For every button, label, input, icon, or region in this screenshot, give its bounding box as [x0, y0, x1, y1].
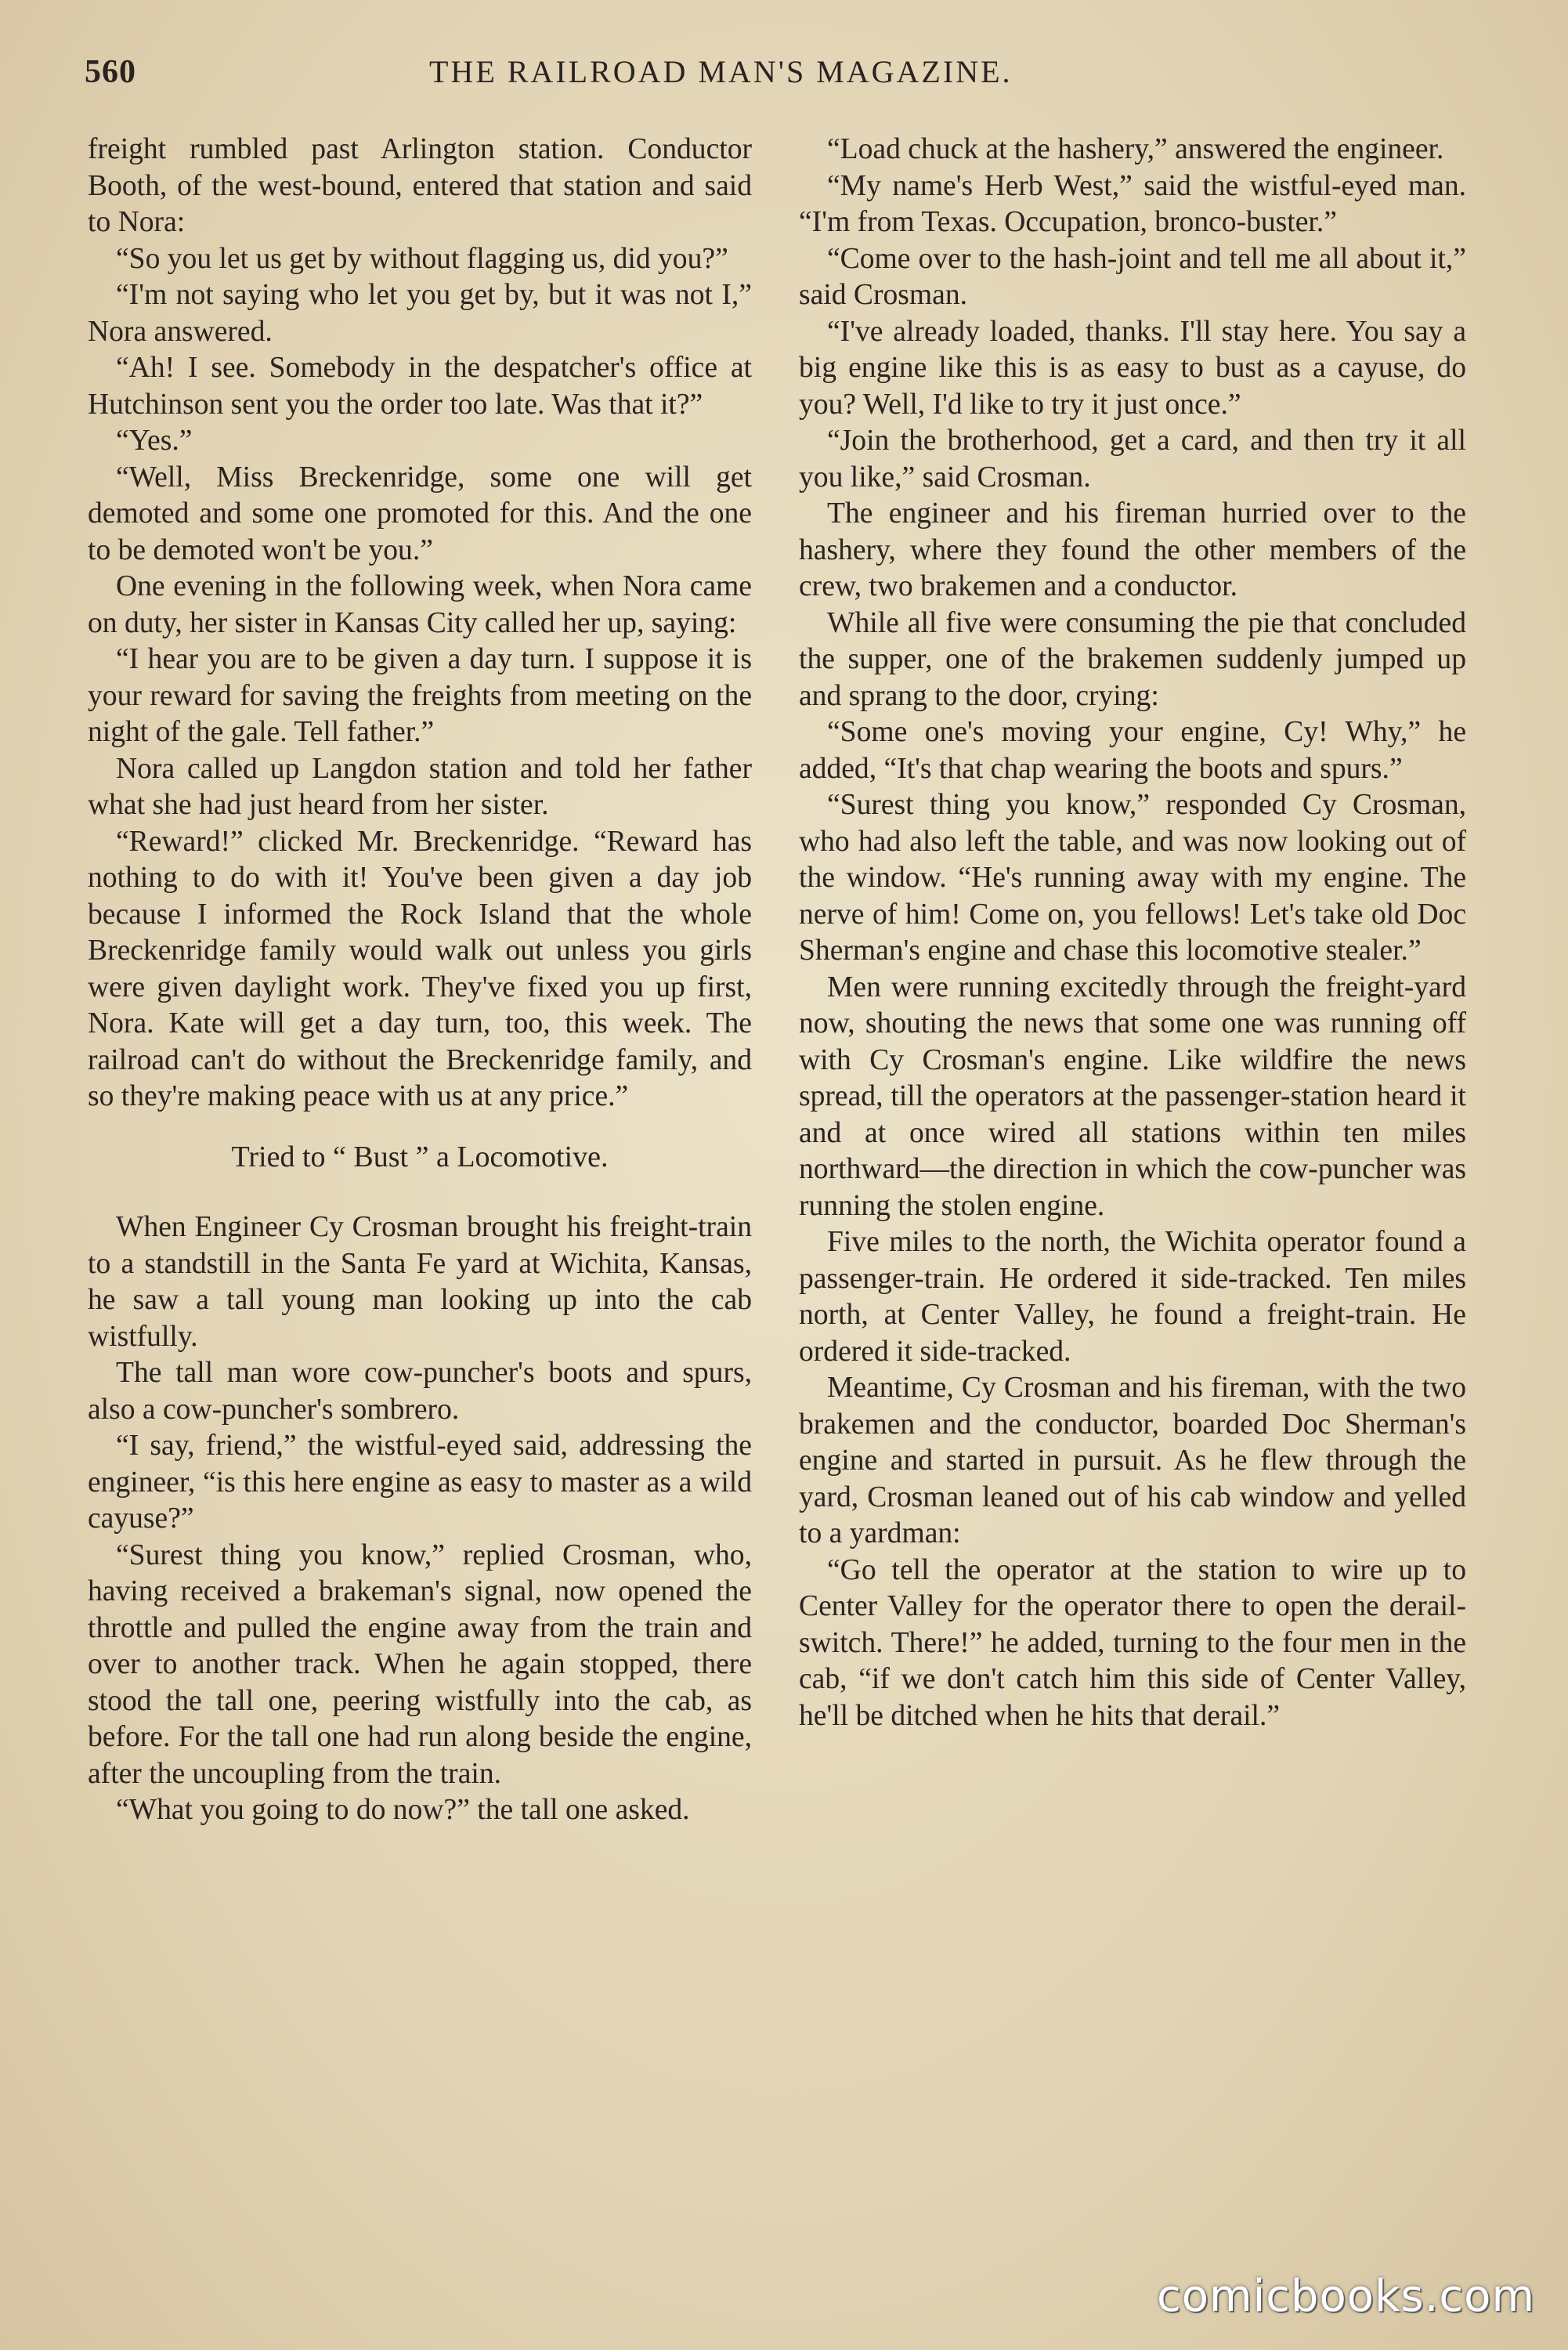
paragraph: “Well, Miss Breckenridge, some one will get demoted and some one promoted for this. And the one to be demoted won't be you.” — [88, 461, 752, 566]
right-column — [799, 132, 1466, 1734]
paragraph: “Ah! I see. Somebody in the despatcher's office at Hutchinson sent you the order too late. Was that it?” — [88, 352, 752, 421]
paragraph: “I'm not saying who let you get by, but it was not I,” Nora answered. — [88, 279, 752, 348]
paragraph: Nora called up Langdon station and told her father what she had just heard from her sister. — [88, 752, 752, 821]
paragraph: The tall man wore cow-puncher's boots and spurs, also a cow-puncher's sombrero. — [88, 1357, 752, 1426]
paragraph: Men were running excitedly through the freight-yard now, shouting the news that some one was running off with Cy Crosman's engine. Like wildfire the news spread, till the operators at the passenger-station heard it and at once wired all stations within ten miles northward—the direction in which the cow-puncher was running the stolen engine. — [799, 971, 1466, 1222]
page-number: 560 — [85, 54, 136, 90]
magazine-title: THE RAILROAD MAN'S MAGAZINE. — [429, 54, 1013, 89]
paragraph: “I say, friend,” the wistful-eyed said, addressing the engineer, “is this here engine as easy to master as a wild cayuse?” — [88, 1430, 752, 1535]
paragraph: “Some one's moving your engine, Cy! Why,” he added, “It's that chap wearing the boots and spurs.” — [799, 716, 1466, 785]
paragraph: One evening in the following week, when Nora came on duty, her sister in Kansas City called her up, saying: — [88, 570, 752, 639]
page-header — [85, 49, 1487, 103]
paragraph: freight rumbled past Arlington station. Conductor Booth, of the west-bound, entered that station and said to Nora: — [88, 133, 752, 238]
paragraph: “My name's Herb West,” said the wistful-eyed man. “I'm from Texas. Occupation, bronco-buster.” — [799, 169, 1466, 238]
paragraph: “Surest thing you know,” responded Cy Crosman, who had also left the table, and was now looking out of the window. “He's running away with my engine. The nerve of him! Come on, you fellows! Let's take old Doc Sherman's engine and chase this locomotive stealer.” — [799, 789, 1466, 967]
paragraph: “Reward!” clicked Mr. Breckenridge. “Reward has nothing to do with it! You've been given a day job because I informed the Rock Island that the whole Breckenridge family would walk out unless you girls were given daylight work. They've fixed you up first, Nora. Kate will get a day turn, too, this week. The railroad can't do without the Breckenridge family, and so they're making peace with us at any price.” — [88, 825, 752, 1112]
paragraph: While all five were consuming the pie that concluded the supper, one of the brakemen suddenly jumped up and sprang to the door, crying: — [799, 606, 1466, 712]
paragraph: “I've already loaded, thanks. I'll stay here. You say a big engine like this is as easy to bust as a cayuse, do you? Well, I'd like to try it just once.” — [799, 315, 1466, 421]
paragraph: “Go tell the operator at the station to wire up to Center Valley for the operator there to open the derail-switch. There!” he added, turning to the four men in the cab, “if we don't catch him this side of Center Valley, he'll be ditched when he hits that derail.” — [799, 1553, 1466, 1732]
paragraph: The engineer and his fireman hurried over to the hashery, where they found the other members of the crew, two brakemen and a conductor. — [799, 497, 1466, 602]
paragraph: When Engineer Cy Crosman brought his freight-train to a standstill in the Santa Fe yard at Wichita, Kansas, he saw a tall young man looking up into the cab wistfully. — [88, 1211, 752, 1353]
paragraph: Five miles to the north, the Wichita operator found a passenger-train. He ordered it side-tracked. Ten miles north, at Center Valley, he found a freight-train. He ordered it side-tracked. — [799, 1226, 1466, 1368]
paragraph: “So you let us get by without flagging us, did you?” — [116, 242, 728, 275]
paragraph: “Come over to the hash-joint and tell me all about it,” said Crosman. — [799, 242, 1466, 311]
paragraph: “Yes.” — [116, 425, 193, 457]
section-subheading: Tried to “ Bust ” a Locomotive. — [231, 1140, 609, 1173]
watermark: comicbooks.com — [1156, 2271, 1535, 2322]
paragraph: “What you going to do now?” the tall one asked. — [116, 1794, 690, 1826]
paragraph: “Surest thing you know,” replied Crosman, who, having received a brakeman's signal, now opened the throttle and pulled the engine away from the train and over to another track. When he again stopped, there stood the tall one, peering wistfully into the cab, as before. For the tall one had run along beside the engine, after the uncoupling from the train. — [88, 1538, 752, 1790]
paragraph: “I hear you are to be given a day turn. I suppose it is your reward for saving the freights from meeting on the night of the gale. Tell father.” — [88, 643, 752, 748]
paragraph: “Join the brotherhood, get a card, and then try it all you like,” said Crosman. — [799, 425, 1466, 494]
paragraph: “Load chuck at the hashery,” answered the engineer. — [827, 133, 1444, 165]
paragraph: Meantime, Cy Crosman and his fireman, with the two brakemen and the conductor, boarded Doc Sherman's engine and started in pursuit. As he flew through the yard, Crosman leaned out of his cab window and yelled to a yardman: — [799, 1372, 1466, 1549]
left-column — [88, 132, 752, 1829]
